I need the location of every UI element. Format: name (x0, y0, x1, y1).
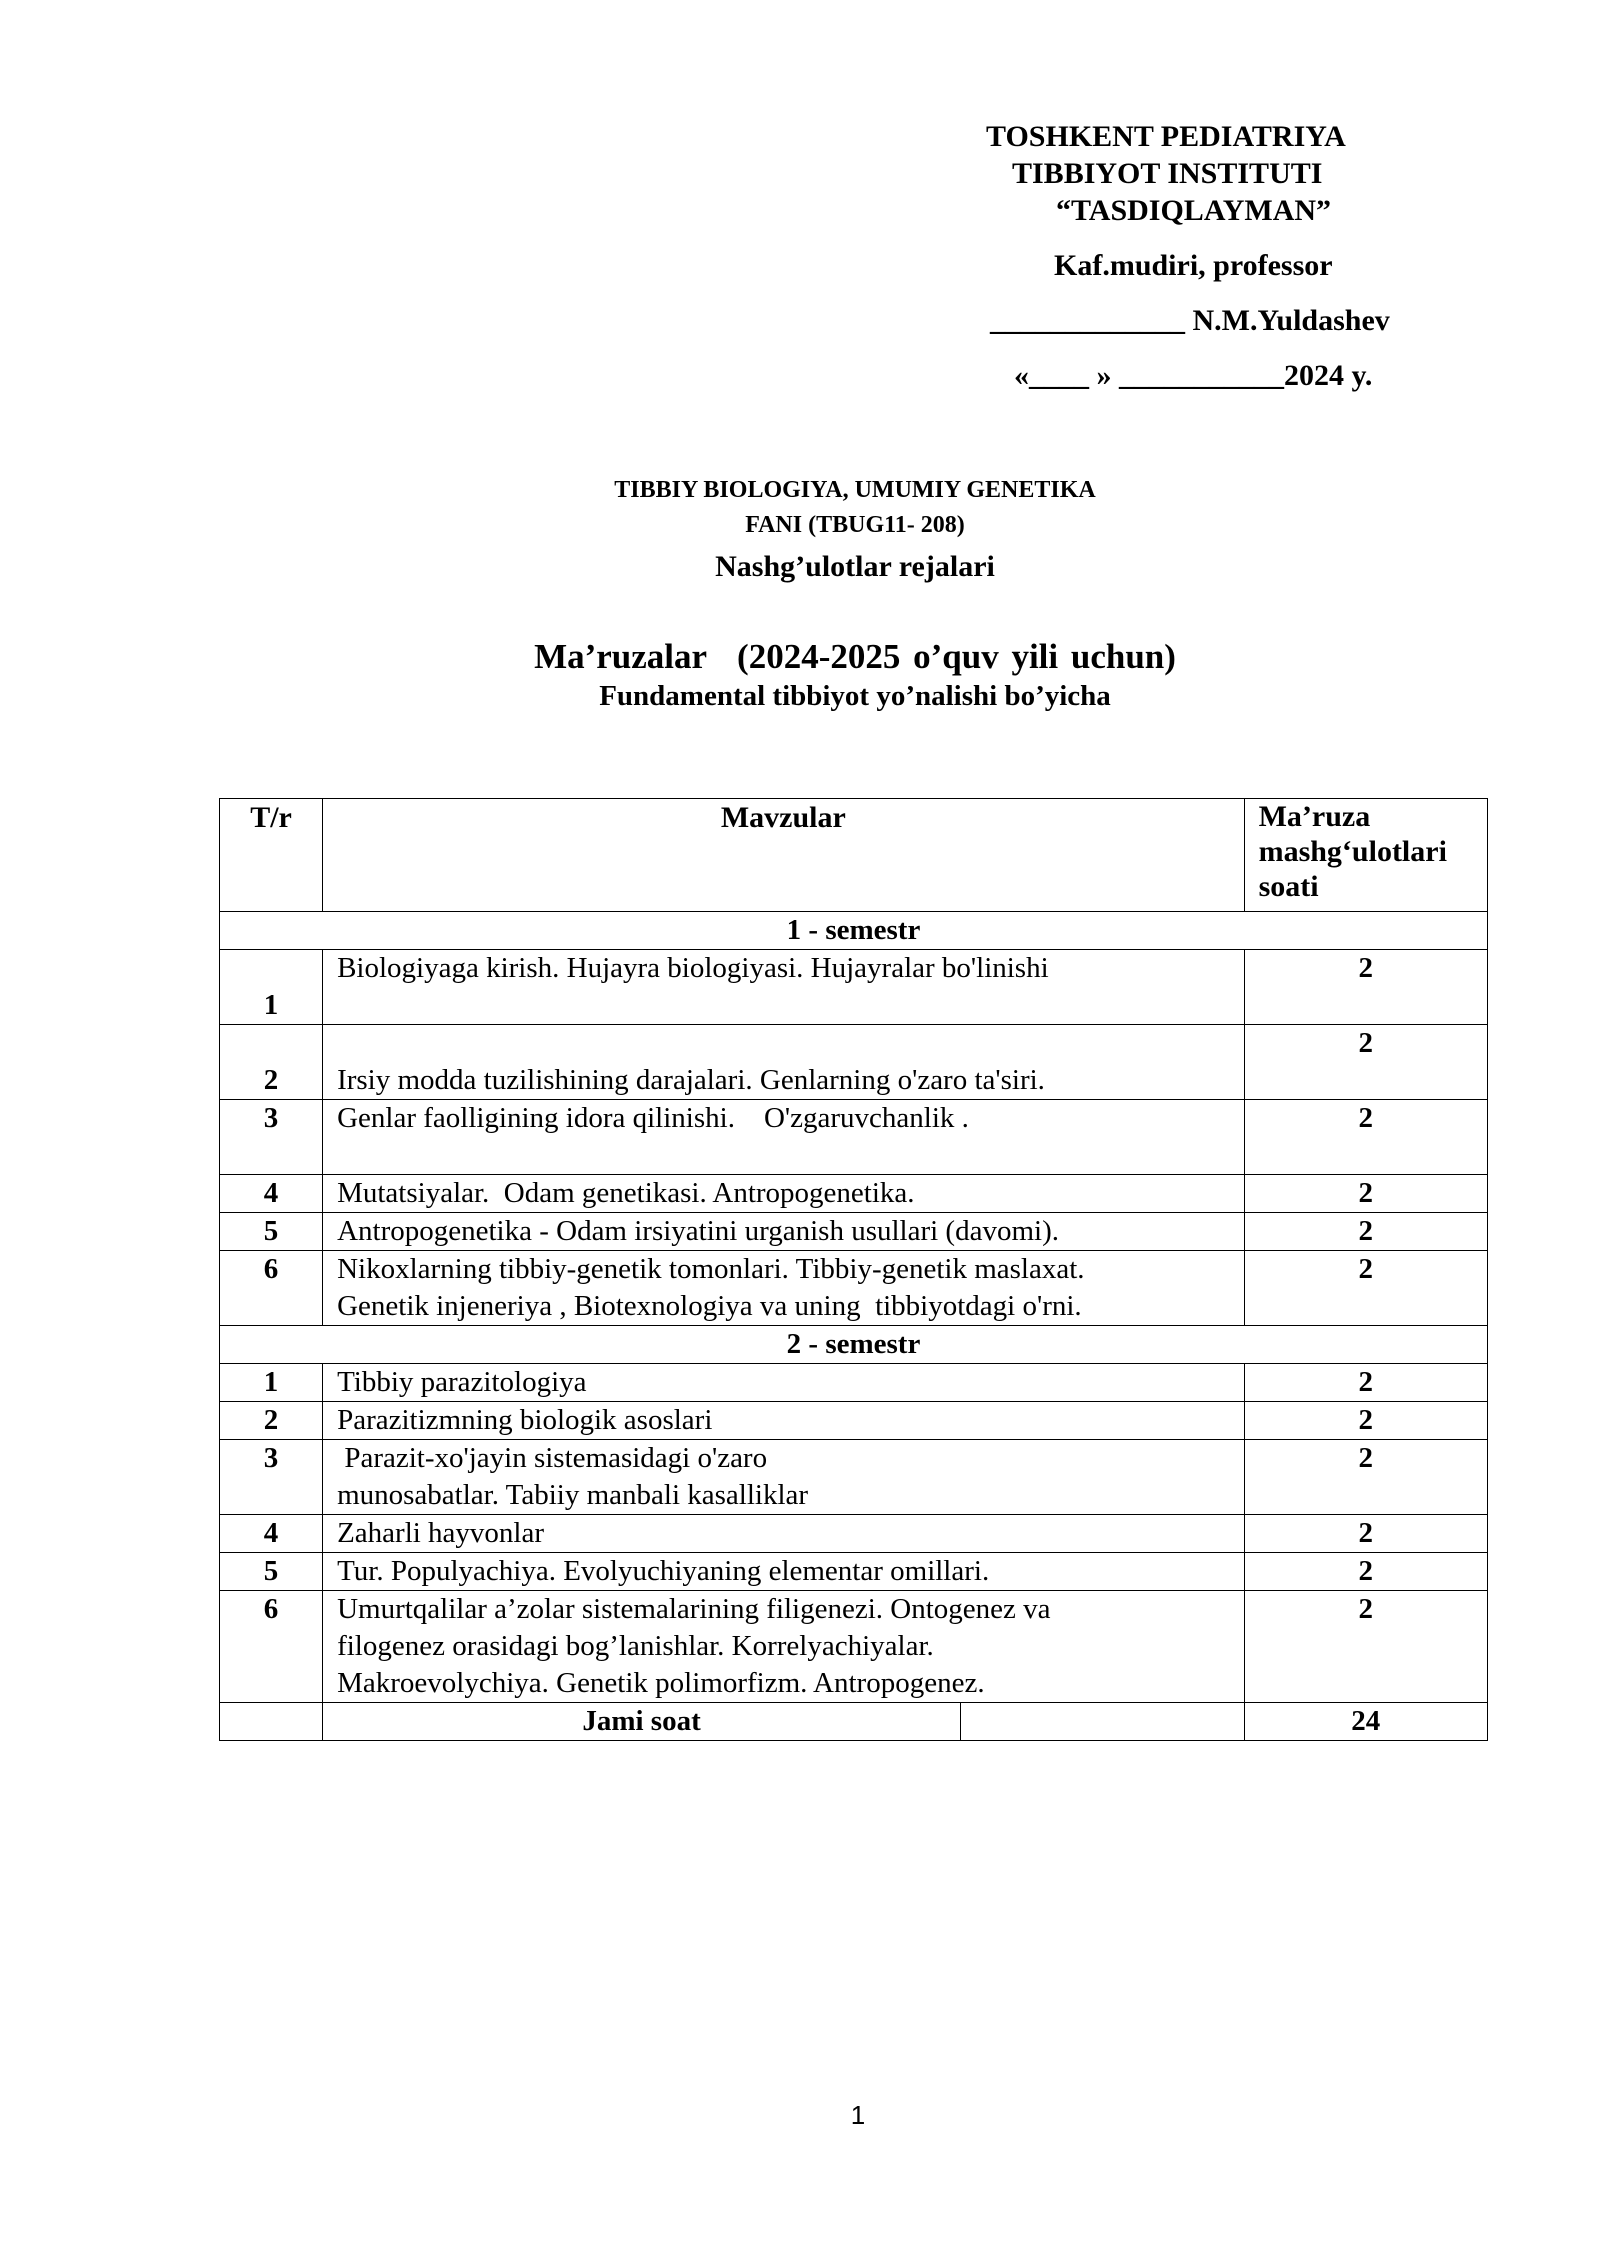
subject-code: FANI (TBUG11- 208) (745, 512, 965, 538)
row-hours: 2 (1244, 1251, 1487, 1326)
total-spacer-cell (961, 1703, 1245, 1741)
table-row (220, 1100, 1488, 1175)
total-hours: 24 (1244, 1703, 1487, 1741)
row-topic-line: Genetik injeneriya , Biotexnologiya va uning tibbiyotdagi o'rni. (337, 1290, 1082, 1322)
table-row (220, 1553, 1488, 1591)
table-row (220, 1213, 1488, 1251)
header-number: T/r (220, 799, 323, 912)
table-row (220, 1515, 1488, 1553)
row-number: 2 (220, 1402, 323, 1440)
approval-block (980, 118, 1440, 394)
row-number: 2 (220, 1025, 323, 1100)
academic-year: (2024-2025 o’quv yili uchun) (737, 637, 1176, 676)
row-number: 5 (220, 1213, 323, 1251)
header-hours (1244, 799, 1487, 912)
direction-subtitle: Fundamental tibbiyot yo’nalishi bo’yicha (599, 680, 1111, 712)
row-hours: 2 (1244, 1553, 1487, 1591)
table-row (220, 1251, 1488, 1326)
row-topic (323, 1251, 1245, 1326)
approver-title: Kaf.mudiri, professor (1054, 249, 1333, 282)
header-topics: Mavzular (323, 799, 1245, 912)
header-hours-line-1: Ma’ruza (1258, 800, 1371, 833)
header-hours-line-3: soati (1258, 870, 1319, 903)
row-topic: Zaharli hayvonlar (323, 1515, 1245, 1553)
approval-word: “TASDIQLAYMAN” (1056, 194, 1332, 227)
row-topic-line: Umurtqalilar a’zolar sistemalarining filigenezi. Ontogenez va (337, 1593, 1051, 1625)
table-row (220, 1440, 1488, 1515)
row-number: 4 (220, 1515, 323, 1553)
subject-title: TIBBIY BIOLOGIYA, UMUMIY GENETIKA (614, 477, 1096, 503)
row-topic: Tibbiy parazitologiya (323, 1364, 1245, 1402)
institute-name-line-2: TIBBIYOT INSTITUTI (1012, 157, 1323, 190)
row-number: 3 (220, 1440, 323, 1515)
total-row (220, 1703, 1488, 1741)
row-hours: 2 (1244, 1025, 1487, 1100)
table-row (220, 1402, 1488, 1440)
row-topic: Antropogenetika - Odam irsiyatini urganish usullari (davomi). (323, 1213, 1245, 1251)
semester-row (220, 912, 1488, 950)
row-number: 1 (220, 1364, 323, 1402)
row-topic-line: Parazit-xo'jayin sistemasidagi o'zaro (337, 1442, 768, 1474)
plan-title: Nashg’ulotlar rejalari (715, 550, 995, 583)
total-label: Jami soat (323, 1703, 961, 1741)
row-topic-line: filogenez orasidagi bog’lanishlar. Korrelyachiyalar. (337, 1630, 934, 1662)
row-number: 3 (220, 1100, 323, 1175)
lectures-title (0, 637, 1600, 677)
table-row (220, 950, 1488, 1025)
row-hours: 2 (1244, 1364, 1487, 1402)
semester-2-label: 2 - semestr (220, 1326, 1488, 1364)
row-topic: Tur. Populyachiya. Evolyuchiyaning elementar omillari. (323, 1553, 1245, 1591)
row-hours: 2 (1244, 1515, 1487, 1553)
row-topic: Genlar faolligining idora qilinishi. O'zgaruvchanlik . (323, 1100, 1245, 1175)
table-row (220, 1591, 1488, 1703)
row-topic (323, 1440, 1245, 1515)
lectures-label: Ma’ruzalar (534, 637, 708, 676)
row-topic-line: Makroevolychiya. Genetik polimorfizm. Antropogenez. (337, 1667, 985, 1699)
table-row (220, 1175, 1488, 1213)
total-empty-cell (220, 1703, 323, 1741)
header-hours-line-2: mashg‘ulotlari (1258, 835, 1447, 868)
table-header-row (220, 799, 1488, 912)
table-row (220, 1025, 1488, 1100)
row-topic: Irsiy modda tuzilishining darajalari. Genlarning o'zaro ta'siri. (323, 1025, 1245, 1100)
row-number: 1 (220, 950, 323, 1025)
page-number: 1 (850, 2100, 866, 2130)
date-line: «____ » ___________2024 y. (1014, 359, 1373, 392)
row-topic: Parazitizmning biologik asoslari (323, 1402, 1245, 1440)
row-number: 6 (220, 1591, 323, 1703)
institute-name-line-1: TOSHKENT PEDIATRIYA (986, 120, 1346, 153)
row-hours: 2 (1244, 1100, 1487, 1175)
semester-1-label: 1 - semestr (220, 912, 1488, 950)
row-hours: 2 (1244, 1402, 1487, 1440)
row-topic-line: Nikoxlarning tibbiy-genetik tomonlari. Tibbiy-genetik maslaxat. (337, 1253, 1085, 1285)
row-topic: Mutatsiyalar. Odam genetikasi. Antropogenetika. (323, 1175, 1245, 1213)
table-row (220, 1364, 1488, 1402)
row-hours: 2 (1244, 1213, 1487, 1251)
signature-line: _____________ N.M.Yuldashev (990, 304, 1390, 337)
row-number: 5 (220, 1553, 323, 1591)
row-hours: 2 (1244, 1591, 1487, 1703)
lecture-schedule-table (219, 798, 1488, 1741)
semester-row (220, 1326, 1488, 1364)
row-number: 4 (220, 1175, 323, 1213)
row-hours: 2 (1244, 1175, 1487, 1213)
row-number: 6 (220, 1251, 323, 1326)
row-hours: 2 (1244, 1440, 1487, 1515)
row-topic-line: munosabatlar. Tabiiy manbali kasalliklar (337, 1479, 809, 1511)
row-topic: Biologiyaga kirish. Hujayra biologiyasi. Hujayralar bo'linishi (323, 950, 1245, 1025)
row-hours: 2 (1244, 950, 1487, 1025)
row-topic (323, 1591, 1245, 1703)
